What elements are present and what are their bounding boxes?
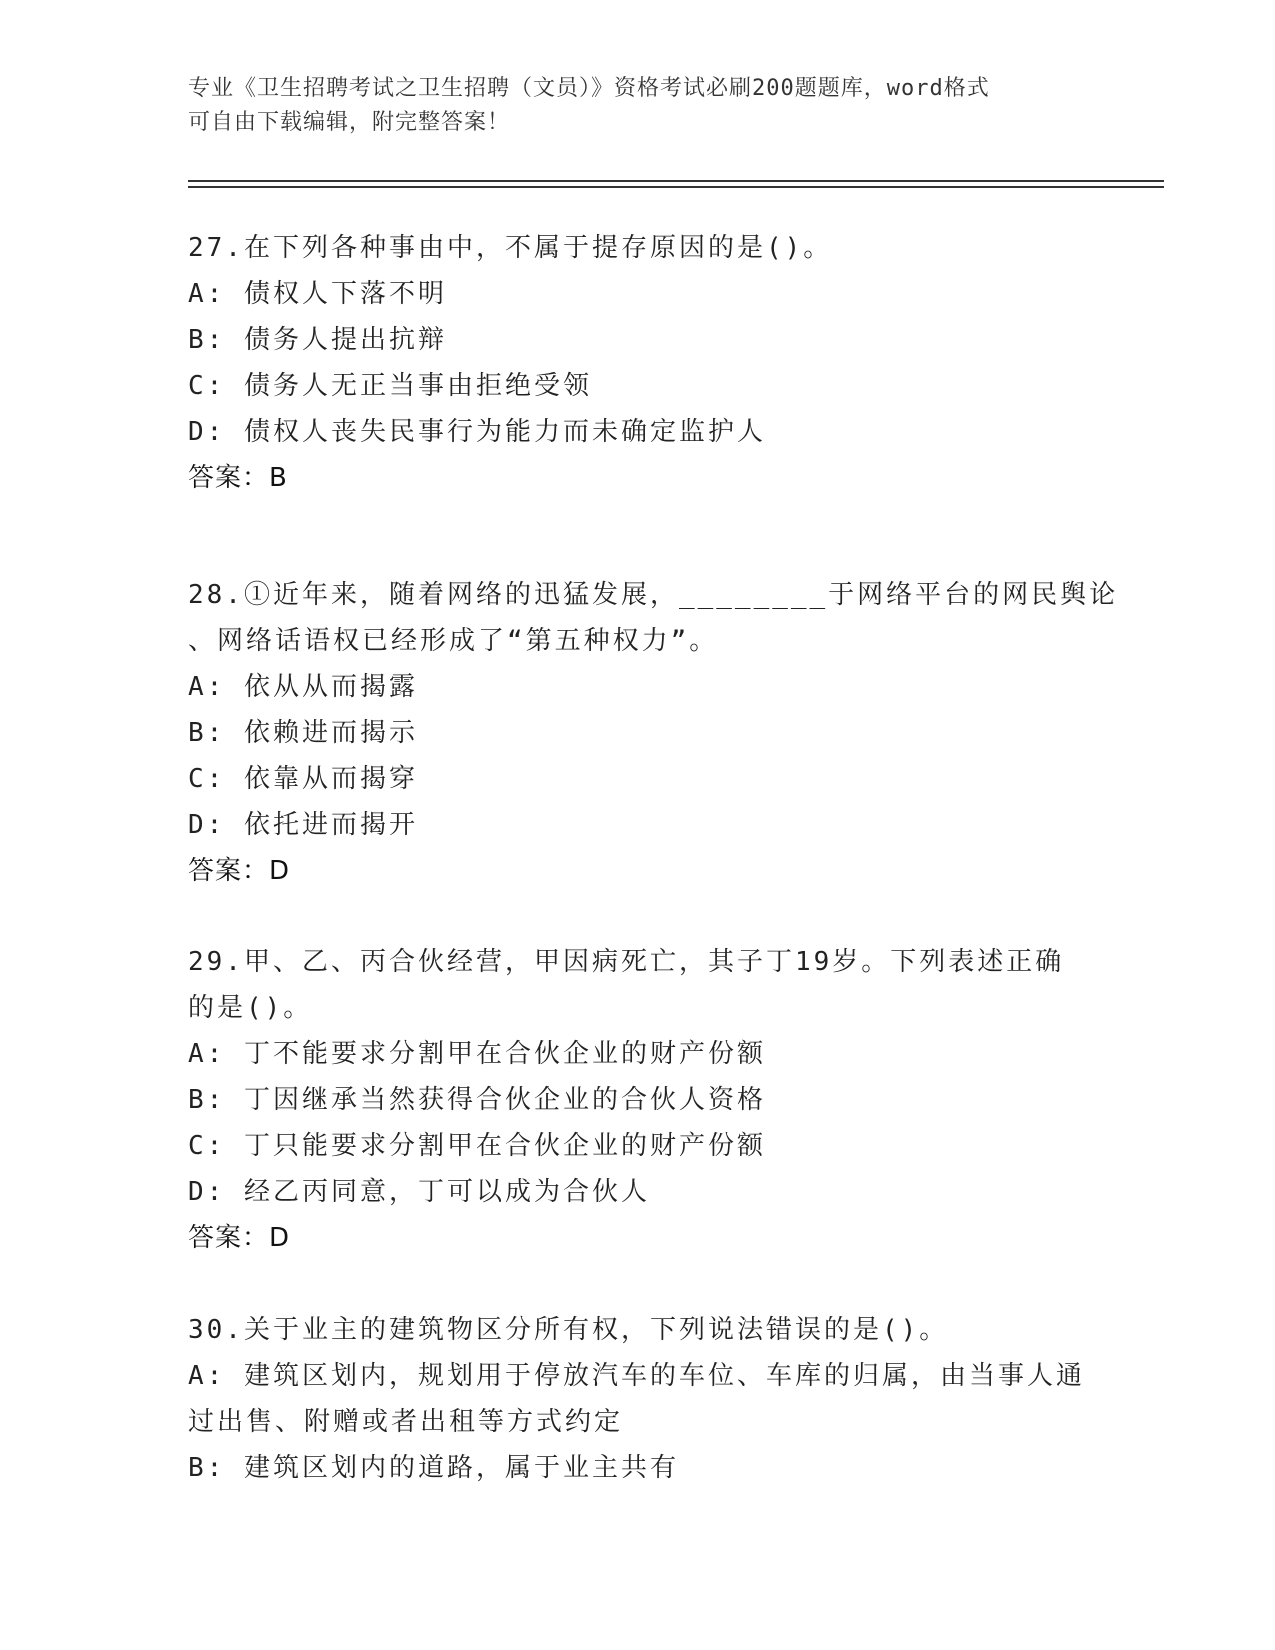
question-30 xyxy=(188,1307,1088,1491)
document-header xyxy=(188,72,1088,140)
option-b: B: 建筑区划内的道路，属于业主共有 xyxy=(188,1453,679,1483)
question-27 xyxy=(188,225,1088,501)
header-divider-top xyxy=(188,180,1164,182)
option-c: C: 债务人无正当事由拒绝受领 xyxy=(188,371,592,401)
answer: 答案：B xyxy=(188,463,288,493)
option-a: A: 依从从而揭露 xyxy=(188,672,418,702)
option-a: A: 债权人下落不明 xyxy=(188,279,447,309)
question-stem-continued: 的是()。 xyxy=(188,993,313,1023)
option-d: D: 债权人丧失民事行为能力而未确定监护人 xyxy=(188,417,766,447)
header-divider-bottom xyxy=(188,186,1164,188)
header-line-1: 专业《卫生招聘考试之卫生招聘（文员）》资格考试必刷200题题库，word格式 xyxy=(188,76,990,101)
option-b: B: 债务人提出抗辩 xyxy=(188,325,447,355)
option-b: B: 丁因继承当然获得合伙企业的合伙人资格 xyxy=(188,1085,766,1115)
header-line-2: 可自由下载编辑，附完整答案！ xyxy=(188,110,511,135)
option-d: D: 依托进而揭开 xyxy=(188,810,418,840)
option-a-continued: 过出售、附赠或者出租等方式约定 xyxy=(188,1407,624,1437)
answer: 答案：D xyxy=(188,856,291,886)
question-stem: 30.关于业主的建筑物区分所有权，下列说法错误的是()。 xyxy=(188,1315,949,1345)
option-b: B: 依赖进而揭示 xyxy=(188,718,418,748)
question-28 xyxy=(188,572,1119,894)
option-c: C: 丁只能要求分割甲在合伙企业的财产份额 xyxy=(188,1131,766,1161)
question-stem: 29.甲、乙、丙合伙经营，甲因病死亡，其子丁19岁。下列表述正确 xyxy=(188,947,1065,977)
answer: 答案：D xyxy=(188,1223,291,1253)
question-29 xyxy=(188,939,1088,1261)
option-a: A: 建筑区划内，规划用于停放汽车的车位、车库的归属，由当事人通 xyxy=(188,1361,1085,1391)
question-stem: 27.在下列各种事由中，不属于提存原因的是()。 xyxy=(188,233,833,263)
question-stem: 28.①近年来，随着网络的迅猛发展，________于网络平台的网民舆论 xyxy=(188,580,1119,610)
option-d: D: 经乙丙同意，丁可以成为合伙人 xyxy=(188,1177,650,1207)
option-c: C: 依靠从而揭穿 xyxy=(188,764,418,794)
option-a: A: 丁不能要求分割甲在合伙企业的财产份额 xyxy=(188,1039,766,1069)
question-stem-continued: 、网络话语权已经形成了“第五种权力”。 xyxy=(188,626,719,656)
